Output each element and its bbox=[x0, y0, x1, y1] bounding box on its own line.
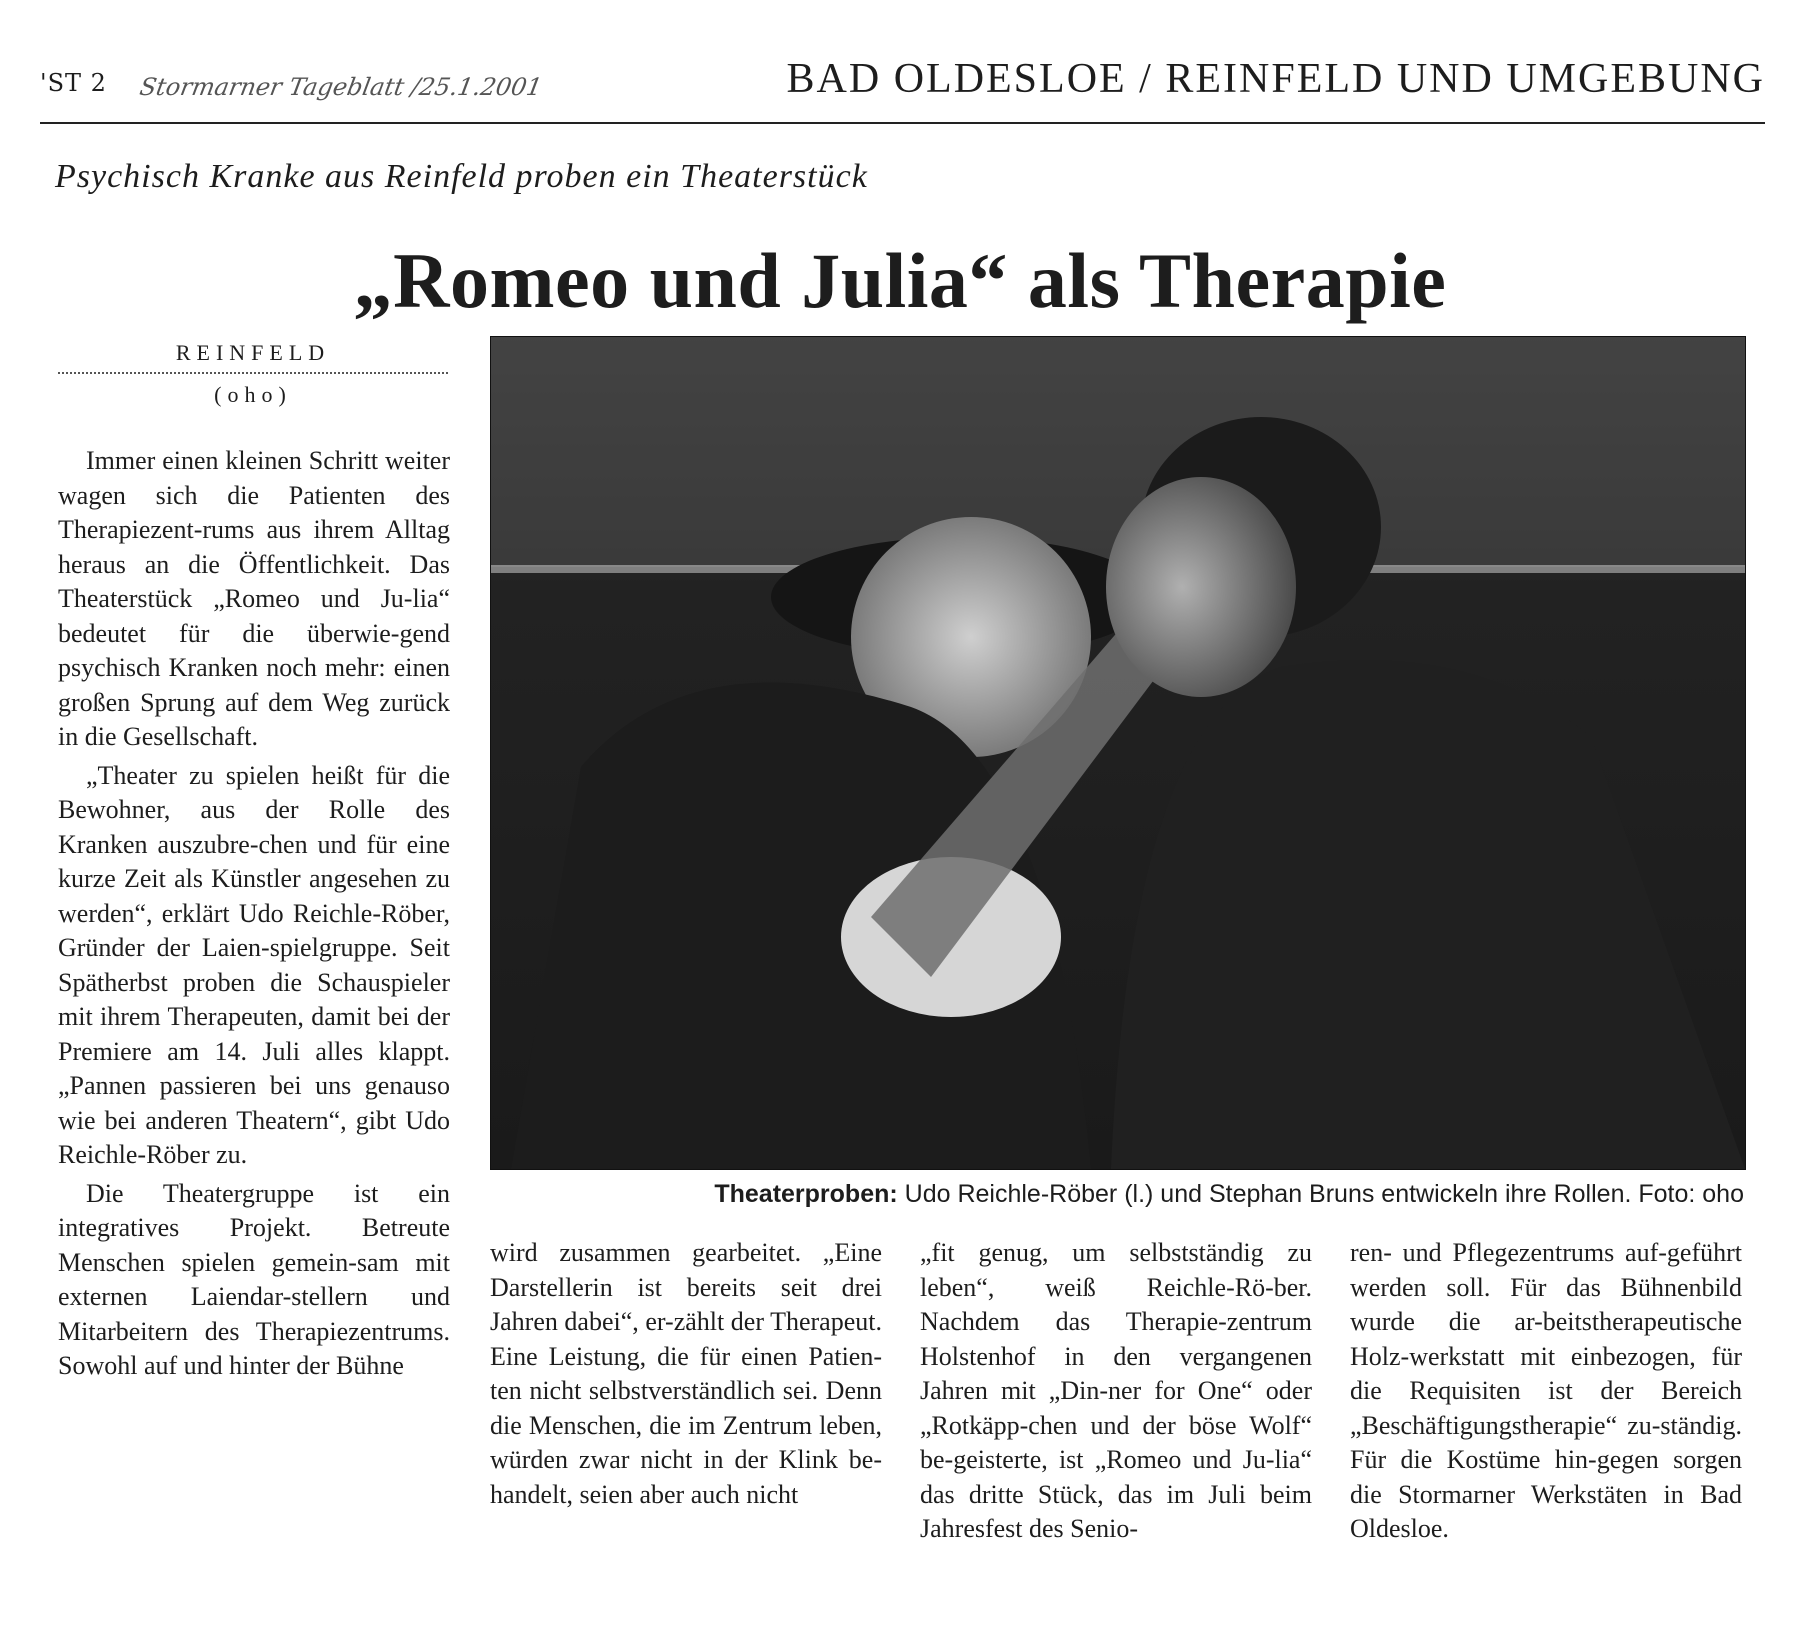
article-column-1 bbox=[58, 444, 450, 1384]
dateline-author: (oho) bbox=[214, 382, 292, 407]
caption-text: Udo Reichle-Röber (l.) und Stephan Bruns entwickeln ihre Rollen. Foto: oho bbox=[904, 1180, 1744, 1208]
article-headline: „Romeo und Julia“ als Therapie bbox=[353, 237, 1447, 324]
paragraph-3: Die Theatergruppe ist ein integratives Projekt. Betreute Menschen spielen gemein-sam mit externen Laiendar-stellern und Mitarbeitern des Therapiezentrums. Sowohl auf und hinter der Bühne bbox=[58, 1178, 450, 1380]
paragraph-2: „Theater zu spielen heißt für die Bewohner, aus der Rolle des Kranken auszubre-chen und für eine kurze Zeit als Künstler angesehen zu werden“, erklärt Udo Reichle-Röber, Gründer der Laien-spielgruppe. Seit Spätherbst proben die Schauspieler mit ihrem Therapeuten, damit bei der Premiere am 14. Juli alles klappt. „Pannen passieren bei uns genauso wie bei anderen Theatern“, gibt Udo Reichle-Röber zu. bbox=[58, 760, 450, 1169]
dateline-divider bbox=[58, 372, 448, 374]
article-kicker: Psychisch Kranke aus Reinfeld proben ein Theaterstück bbox=[55, 158, 868, 195]
article-column-2 bbox=[490, 1236, 882, 1512]
header-rule bbox=[40, 122, 1765, 124]
page-header bbox=[40, 55, 1765, 117]
article-column-4 bbox=[1350, 1236, 1742, 1547]
section-title: BAD OLDESLOE / REINFELD UND UMGEBUNG bbox=[786, 56, 1765, 102]
column-4-text: ren- und Pflegezentrums auf-geführt werden soll. Für das Bühnenbild wurde die ar-beitstherapeutische Holz-werkstatt mit einbezogen, für die Requisiten ist der Bereich „Beschäftigungstherapie“ zu-ständig. Für die Kostüme hin-gegen sorgen die Stormarner Werkstäten in Bad Oldesloe. bbox=[1350, 1238, 1742, 1543]
caption-label: Theaterproben: bbox=[714, 1180, 898, 1208]
photo-image bbox=[491, 337, 1745, 1169]
column-3-text: „fit genug, um selbstständig zu leben“, weiß Reichle-Rö-ber. Nachdem das Therapie-zentrum Holstenhof in den vergangenen Jahren mit „Din-ner for One“ oder „Rotkäpp-chen und der böse Wolf“ be-geisterte, ist „Romeo und Ju-lia“ das dritte Stück, das im Juli beim Jahresfest des Senio- bbox=[920, 1238, 1312, 1543]
article-photo bbox=[490, 336, 1746, 1170]
photo-caption bbox=[490, 1180, 1744, 1209]
dateline-place: REINFELD bbox=[175, 340, 331, 365]
dateline bbox=[58, 340, 448, 408]
column-2-text: wird zusammen gearbeitet. „Eine Darstellerin ist bereits seit drei Jahren dabei“, er-zählt der Therapeut. Eine Leistung, die für einen Patien-ten nicht selbstverständlich sei. Denn die Menschen, die im Zentrum leben, würden zwar nicht in der Klink be-handelt, seien aber auch nicht bbox=[490, 1238, 882, 1509]
page-number: 'ST 2 bbox=[40, 69, 107, 97]
article-column-3 bbox=[920, 1236, 1312, 1547]
handwritten-date-note: Stormarner Tageblatt /25.1.2001 bbox=[137, 73, 545, 101]
paragraph-1: Immer einen kleinen Schritt weiter wagen sich die Patienten des Therapiezent-rums aus ihrem Alltag heraus an die Öffentlichkeit. Das Theaterstück „Romeo und Ju-lia“ bedeutet für die überwie-gend psychisch Kranken noch mehr: einen großen Sprung auf dem Weg zurück in die Gesellschaft. bbox=[58, 446, 450, 751]
